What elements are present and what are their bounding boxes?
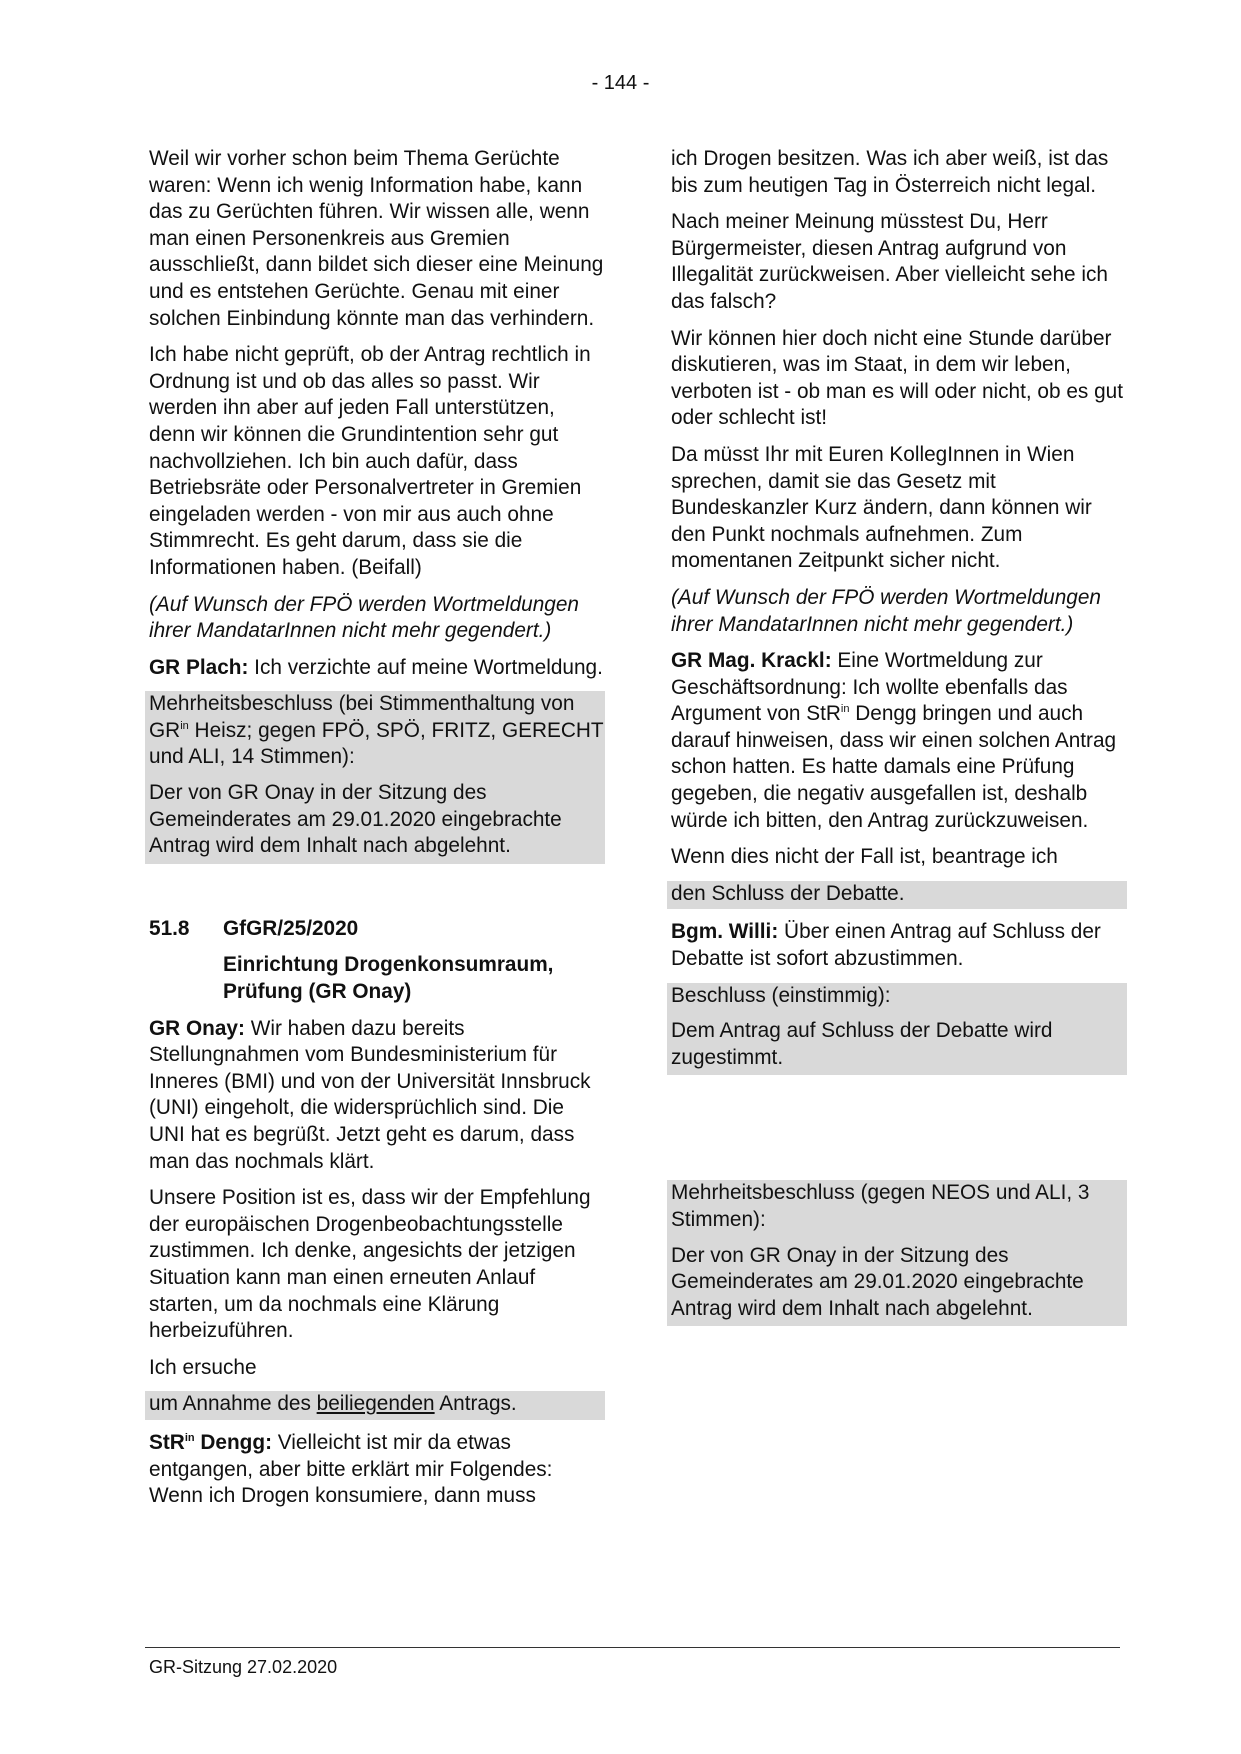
footer-text: GR-Sitzung 27.02.2020 — [149, 1657, 338, 1677]
speaker-name: GR Onay: — [149, 1016, 245, 1040]
request-box — [145, 1391, 605, 1420]
gender-note: (Auf Wunsch der FPÖ werden Wortmeldungen ihrer MandatarInnen nicht mehr gegendert.) — [149, 592, 579, 643]
paragraph: Ich habe nicht geprüft, ob der Antrag rechtlich in Ordnung ist und ob das alles so passt. Wir werden ihn aber auf jeden Fall unterstützen, denn wir können die Grundintention sehr gut nachvollziehen. Ich bin auch dafür, dass Betriebsräte oder Personalvertreter in Gremien eingeladen werden - von mir aus auch ohne Stimmrecht. Es geht darum, dass sie die Informationen haben. (Beifall) — [149, 343, 591, 579]
paragraph: Wenn dies nicht der Fall ist, beantrage ich — [671, 845, 1058, 869]
speech-dengg — [149, 1430, 605, 1510]
speech-text: Vielleicht ist mir da etwas entgangen, aber bitte erklärt mir Folgendes: Wenn ich Drogen konsumiere, dann muss — [149, 1430, 553, 1508]
paragraph: Da müsst Ihr mit Euren KollegInnen in Wien sprechen, damit sie das Gesetz mit Bundeskanzler Kurz ändern, dann können wir den Punkt nochmals aufnehmen. Zum momentanen Zeitpunkt sicher nicht. — [671, 442, 1092, 573]
motion-box — [667, 881, 1127, 910]
speaker-name: GR Plach: — [149, 655, 249, 679]
paragraph: Unsere Position ist es, dass wir der Empfehlung der europäischen Drogenbeobachtungsstelle zustimmen. Ich denke, angesichts der jetzigen Situation kann man einen erneuten Anlauf starten, um da nochmals eine Klärung herbeizuführen. — [149, 1186, 591, 1343]
speech-text: Ich verzichte auf meine Wortmeldung. — [254, 655, 603, 679]
speech-krackl — [671, 648, 1127, 834]
resolution-text: Der von GR Onay in der Sitzung des Gemeinderates am 29.01.2020 eingebrachte Antrag wird dem Inhalt nach abgelehnt. — [149, 781, 562, 858]
speech-plach — [149, 655, 605, 682]
motion-text: den Schluss der Debatte. — [671, 881, 905, 905]
resolution-heading — [149, 691, 605, 771]
footer-divider — [145, 1647, 1120, 1648]
paragraph: ich Drogen besitzen. Was ich aber weiß, ist das bis zum heutigen Tag in Österreich nicht legal. — [671, 147, 1109, 197]
resolution-box — [667, 1180, 1127, 1326]
request-text-part: Antrags. — [439, 1392, 517, 1416]
paragraph: Ich ersuche — [149, 1355, 257, 1379]
request-text-part: um Annahme des — [149, 1392, 311, 1416]
page-number: - 144 - — [591, 72, 650, 94]
resolution-heading-text: Mehrheitsbeschluss (bei Stimmenthaltung von GR — [149, 692, 575, 742]
speaker-title: StR — [149, 1430, 185, 1454]
paragraph: Wir können hier doch nicht eine Stunde darüber diskutieren, was im Staat, in dem wir leben, verboten ist - ob man es will oder nicht, ob es gut oder schlecht ist! — [671, 326, 1123, 430]
gender-note: (Auf Wunsch der FPÖ werden Wortmeldungen ihrer MandatarInnen nicht mehr gegendert.) — [671, 585, 1101, 636]
speaker-surname: Dengg: — [200, 1430, 273, 1454]
resolution-text: Der von GR Onay in der Sitzung des Gemeinderates am 29.01.2020 eingebrachte Antrag wird dem Inhalt nach abgelehnt. — [671, 1243, 1084, 1320]
speaker-name — [149, 1431, 272, 1454]
speech-onay — [149, 1016, 605, 1176]
speech-text: Eine Wortmeldung zur Geschäftsordnung: Ich wollte ebenfalls das Argument von StR — [671, 649, 1068, 726]
section-code: GfGR/25/2020 — [223, 916, 359, 940]
attachment-link[interactable]: beiliegenden — [316, 1392, 435, 1416]
speaker-name: GR Mag. Krackl: — [671, 649, 832, 673]
superscript: in — [840, 703, 850, 716]
resolution-heading-text: Heisz; gegen FPÖ, SPÖ, FRITZ, GERECHT und ALI, 14 Stimmen): — [149, 718, 604, 769]
section-number: 51.8 — [149, 916, 190, 940]
resolution-box — [667, 983, 1127, 1076]
left-column — [145, 146, 605, 1520]
resolution-box — [145, 691, 605, 864]
superscript: in — [184, 1431, 195, 1444]
resolution-heading: Beschluss (einstimmig): — [671, 983, 891, 1007]
resolution-text: Dem Antrag auf Schluss der Debatte wird zugestimmt. — [671, 1019, 1053, 1069]
request-text — [149, 1391, 605, 1418]
superscript: in — [180, 719, 189, 732]
section-heading — [145, 916, 605, 943]
section-title: Einrichtung Drogenkonsumraum, Prüfung (GR Onay) — [223, 953, 554, 1004]
spacer — [667, 1085, 1127, 1180]
speech-text: Über einen Antrag auf Schluss der Debatte ist sofort abzustimmen. — [671, 920, 1101, 971]
paragraph: Nach meiner Meinung müsstest Du, Herr Bürgermeister, diesen Antrag aufgrund von Illegalität zurückweisen. Aber vielleicht sehe ich das falsch? — [671, 210, 1108, 313]
speech-text: Dengg bringen und auch darauf hinweisen, dass wir einen solchen Antrag schon hatten. Es hatte damals eine Prüfung gegeben, die negativ ausgefallen ist, deshalb würde ich bitten, den Antrag zurückzuweisen. — [671, 702, 1117, 832]
speaker-name: Bgm. Willi: — [671, 920, 779, 944]
resolution-heading: Mehrheitsbeschluss (gegen NEOS und ALI, 3 Stimmen): — [671, 1181, 1090, 1231]
speech-text: Wir haben dazu bereits Stellungnahmen vom Bundesministerium für Inneres (BMI) und von der Universität Innsbruck (UNI) eingeholt, die widersprüchlich sind. Die UNI hat es begrüßt. Jetzt geht es darum, dass man das nochmals klärt. — [149, 1016, 591, 1173]
paragraph: Weil wir vorher schon beim Thema Gerüchte waren: Wenn ich wenig Information habe, kann das zu Gerüchten führen. Wir wissen alle, wenn man einen Personenkreis aus Gremien ausschließt, dann bildet sich dieser eine Meinung und es entstehen Gerüchte. Genau mit einer solchen Einbindung könnte man das verhindern. — [149, 147, 604, 330]
speech-willi — [671, 919, 1127, 972]
right-column — [667, 146, 1127, 1336]
